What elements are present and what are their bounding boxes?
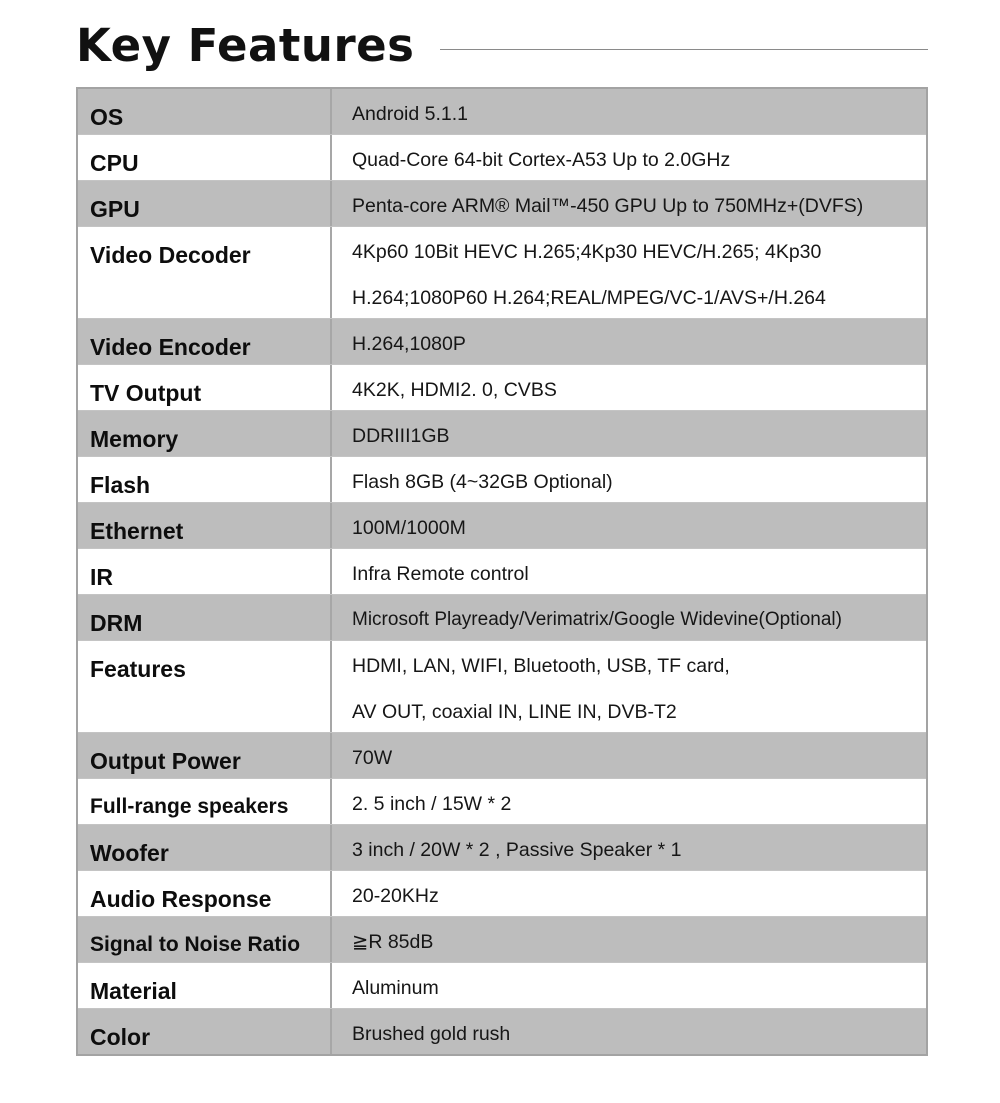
spec-row [78, 502, 926, 548]
spec-label: IR [78, 549, 332, 594]
spec-value [332, 871, 926, 916]
spec-value-line: Quad-Core 64-bit Cortex-A53 Up to 2.0GHz [352, 149, 731, 171]
spec-label: Full-range speakers [78, 779, 332, 824]
spec-row [78, 226, 926, 318]
spec-row [78, 89, 926, 134]
spec-value-line: AV OUT, coaxial IN, LINE IN, DVB-T2 [352, 701, 677, 723]
spec-value [332, 549, 926, 594]
page-title: Key Features [76, 19, 415, 72]
spec-value-line: Aluminum [352, 977, 439, 999]
spec-row [78, 824, 926, 870]
spec-label: OS [78, 89, 332, 134]
spec-value-line: Brushed gold rush [352, 1023, 511, 1045]
spec-value-line: 2. 5 inch / 15W * 2 [352, 793, 512, 815]
spec-value [332, 779, 926, 824]
spec-row [78, 870, 926, 916]
spec-value-line: 4Kp60 10Bit HEVC H.265;4Kp30 HEVC/H.265; 4Kp30 [352, 241, 822, 263]
spec-label: Output Power [78, 733, 332, 778]
spec-label: Material [78, 963, 332, 1008]
spec-value [332, 503, 926, 548]
spec-row [78, 456, 926, 502]
spec-label: Ethernet [78, 503, 332, 548]
spec-value-line: 4K2K, HDMI2. 0, CVBS [352, 379, 557, 401]
spec-value-line: 70W [352, 747, 393, 769]
spec-value [332, 641, 926, 732]
spec-value-line: Android 5.1.1 [352, 103, 469, 125]
spec-value-line: Penta-core ARM® Mail™-450 GPU Up to 750MHz+(DVFS) [352, 195, 864, 217]
spec-label: Flash [78, 457, 332, 502]
spec-row [78, 1008, 926, 1054]
spec-label: Video Encoder [78, 319, 332, 364]
spec-value-line: HDMI, LAN, WIFI, Bluetooth, USB, TF card, [352, 655, 730, 677]
spec-row [78, 318, 926, 364]
spec-value [332, 917, 926, 962]
spec-row [78, 594, 926, 640]
spec-row [78, 640, 926, 732]
spec-value-line: Microsoft Playready/Verimatrix/Google Widevine(Optional) [352, 609, 842, 630]
spec-value [332, 411, 926, 456]
spec-value-line: 3 inch / 20W * 2 , Passive Speaker * 1 [352, 839, 682, 861]
spec-row [78, 180, 926, 226]
spec-value-line: H.264;1080P60 H.264;REAL/MPEG/VC-1/AVS+/H.264 [352, 287, 826, 309]
spec-table [76, 87, 928, 1056]
spec-label: TV Output [78, 365, 332, 410]
spec-row [78, 364, 926, 410]
spec-value [332, 733, 926, 778]
spec-value [332, 963, 926, 1008]
spec-value [332, 89, 926, 134]
spec-value [332, 1009, 926, 1054]
spec-row [78, 548, 926, 594]
heading-area [76, 14, 928, 78]
spec-value [332, 595, 926, 640]
spec-label: Color [78, 1009, 332, 1054]
spec-label: CPU [78, 135, 332, 180]
spec-row [78, 778, 926, 824]
spec-label: GPU [78, 181, 332, 226]
spec-value [332, 365, 926, 410]
spec-value [332, 227, 926, 318]
spec-value-line: Flash 8GB (4~32GB Optional) [352, 471, 613, 493]
spec-row [78, 134, 926, 180]
spec-value-line: H.264,1080P [352, 333, 466, 355]
spec-value [332, 319, 926, 364]
spec-label: Video Decoder [78, 227, 332, 318]
spec-value-line: ≧R 85dB [352, 931, 434, 953]
spec-value [332, 135, 926, 180]
spec-value-line: DDRIII1GB [352, 425, 450, 447]
spec-label: Signal to Noise Ratio [78, 917, 332, 962]
spec-value-line: 100M/1000M [352, 517, 466, 539]
spec-value [332, 825, 926, 870]
spec-label: Features [78, 641, 332, 732]
spec-value-line: Infra Remote control [352, 563, 529, 585]
spec-label: Woofer [78, 825, 332, 870]
spec-value-line: 20-20KHz [352, 885, 439, 907]
spec-row [78, 732, 926, 778]
spec-row [78, 916, 926, 962]
spec-row [78, 410, 926, 456]
spec-label: Audio Response [78, 871, 332, 916]
spec-label: DRM [78, 595, 332, 640]
heading-divider [440, 49, 928, 50]
spec-label: Memory [78, 411, 332, 456]
spec-value [332, 457, 926, 502]
spec-value [332, 181, 926, 226]
spec-row [78, 962, 926, 1008]
